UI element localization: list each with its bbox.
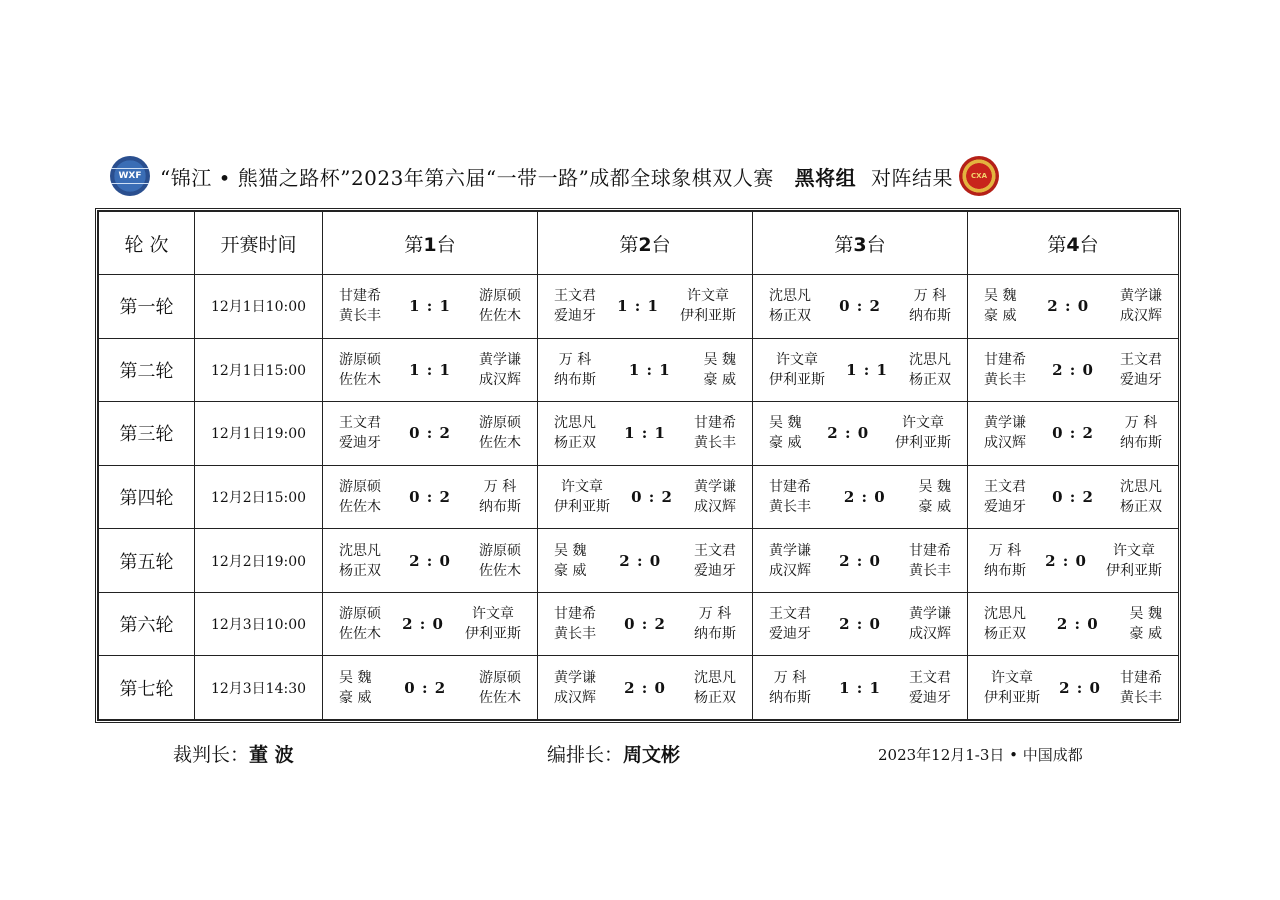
match: [538, 656, 752, 719]
player-name: 许文章: [1112, 542, 1155, 559]
time-cell: 12月2日19:00: [195, 529, 323, 593]
team-a: [984, 541, 1026, 581]
player-name: 豪 威: [984, 308, 1017, 325]
player-name: 伊利亚斯: [554, 498, 610, 515]
board-cell: [753, 529, 968, 593]
player-name: 王文君: [769, 606, 811, 623]
board-cell: [753, 338, 968, 402]
player-name: 成汉辉: [1120, 308, 1162, 325]
match: [753, 593, 967, 656]
match-score: 0 : 2: [404, 678, 447, 697]
team-b: [694, 668, 736, 708]
player-name: 佐佐木: [339, 626, 381, 643]
player-name: 成汉辉: [554, 689, 596, 706]
team-b: [479, 668, 521, 708]
match-score: 0 : 2: [409, 487, 451, 506]
team-a: [769, 286, 811, 326]
match: [968, 402, 1178, 465]
team-b: [1120, 477, 1162, 517]
board-cell: [538, 338, 753, 402]
match-score: 2 : 0: [409, 551, 451, 570]
team-b: [909, 604, 951, 644]
team-b: [465, 604, 521, 644]
player-name: 佐佐木: [479, 689, 521, 706]
player-name: 许文章: [776, 351, 818, 368]
team-b: [694, 604, 736, 644]
match-score: 2 : 0: [1059, 678, 1101, 697]
team-a: [769, 541, 811, 581]
match-score: 2 : 0: [839, 551, 881, 570]
player-name: 王文君: [908, 669, 951, 686]
match-score: 2 : 0: [843, 487, 886, 506]
match-score: 1 : 1: [628, 360, 671, 379]
player-name: 爱迪牙: [339, 435, 381, 452]
team-b: [909, 350, 951, 390]
match: [968, 656, 1178, 719]
player-name: 许文章: [686, 288, 729, 305]
player-name: 万 科: [1124, 415, 1158, 432]
player-name: 沈思凡: [769, 288, 811, 305]
board-cell: [323, 529, 538, 593]
header-board-3: 第3台: [753, 212, 968, 275]
match-score: 2 : 0: [619, 551, 662, 570]
player-name: 游原硕: [479, 669, 521, 686]
player-name: 杨正双: [769, 308, 811, 325]
team-b: [704, 350, 736, 390]
header-board-1: 第1台: [323, 212, 538, 275]
player-name: 游原硕: [478, 542, 521, 559]
player-name: 杨正双: [908, 371, 951, 388]
match: [538, 275, 752, 338]
match: [753, 529, 967, 592]
player-name: 沈思凡: [1119, 478, 1162, 495]
table-row: [99, 275, 1179, 339]
match-score: 1 : 1: [617, 297, 659, 316]
match-score: 2 : 0: [839, 615, 881, 634]
match: [323, 339, 537, 402]
team-a: [984, 477, 1026, 517]
player-name: 沈思凡: [908, 351, 951, 368]
player-name: 豪 威: [703, 371, 736, 388]
board-cell: [323, 592, 538, 656]
player-name: 黄学谦: [478, 351, 521, 368]
player-name: 爱迪牙: [984, 498, 1026, 515]
team-b: [479, 477, 521, 517]
player-name: 黄长丰: [554, 626, 596, 643]
match: [753, 275, 967, 338]
table-row: [99, 529, 1179, 593]
cxa-logo-icon: CXA: [959, 156, 999, 196]
time-cell: 12月3日10:00: [195, 592, 323, 656]
time-cell: 12月1日10:00: [195, 275, 323, 339]
board-cell: [323, 656, 538, 720]
player-name: 许文章: [561, 478, 603, 495]
team-b: [479, 286, 521, 326]
referee: 裁判长：董 波: [173, 744, 294, 766]
title-suffix: 对阵结果: [871, 165, 954, 190]
team-a: [339, 477, 381, 517]
player-name: 佐佐木: [339, 498, 381, 515]
player-name: 黄学谦: [693, 478, 736, 495]
match-score: 1 : 1: [624, 424, 666, 443]
player-name: 爱迪牙: [769, 626, 811, 643]
player-name: 伊利亚斯: [679, 308, 736, 325]
board-cell: [323, 275, 538, 339]
board-cell: [753, 592, 968, 656]
player-name: 万 科: [698, 606, 732, 623]
team-b: [1120, 668, 1162, 708]
team-a: [984, 286, 1016, 326]
player-name: 游原硕: [478, 288, 521, 305]
team-b: [1120, 413, 1162, 453]
player-name: 许文章: [991, 669, 1033, 686]
player-name: 甘建希: [554, 606, 596, 623]
results-table: [98, 211, 1179, 720]
team-a: [984, 668, 1040, 708]
player-name: 黄学谦: [984, 415, 1026, 432]
player-name: 甘建希: [908, 542, 951, 559]
team-a: [339, 286, 381, 326]
board-cell: [323, 465, 538, 529]
team-b: [694, 413, 736, 453]
team-b: [909, 541, 951, 581]
player-name: 沈思凡: [554, 415, 596, 432]
match-score: 0 : 2: [409, 424, 451, 443]
player-name: 游原硕: [339, 606, 381, 623]
player-name: 万 科: [988, 542, 1022, 559]
player-name: 万 科: [483, 478, 517, 495]
match: [968, 593, 1178, 656]
team-a: [554, 541, 586, 581]
arranger: 编排长：周文彬: [547, 744, 681, 766]
match: [323, 593, 537, 656]
team-b: [694, 477, 736, 517]
player-name: 豪 威: [769, 435, 802, 452]
player-name: 游原硕: [339, 478, 381, 495]
team-a: [554, 413, 596, 453]
board-cell: [753, 275, 968, 339]
results-table-frame: [95, 208, 1181, 723]
match-score: 2 : 0: [1045, 551, 1087, 570]
player-name: 成汉辉: [478, 371, 521, 388]
player-name: 黄学谦: [554, 669, 596, 686]
player-name: 黄长丰: [984, 371, 1026, 388]
board-cell: [538, 592, 753, 656]
board-cell: [968, 275, 1179, 339]
match: [538, 529, 752, 592]
player-name: 万 科: [913, 288, 947, 305]
player-name: 黄长丰: [339, 308, 381, 325]
match-score: 1 : 1: [409, 360, 451, 379]
round-cell: 第六轮: [99, 592, 195, 656]
player-name: 万 科: [558, 351, 592, 368]
player-name: 成汉辉: [769, 562, 811, 579]
player-name: 许文章: [471, 606, 514, 623]
player-name: 杨正双: [1119, 498, 1162, 515]
player-name: 黄长丰: [908, 562, 951, 579]
team-a: [984, 350, 1026, 390]
player-name: 万 科: [773, 669, 807, 686]
match-score: 0 : 2: [631, 487, 673, 506]
team-a: [339, 604, 381, 644]
match-score: 1 : 1: [409, 297, 451, 316]
player-name: 甘建希: [769, 478, 811, 495]
player-name: 黄学谦: [769, 542, 811, 559]
player-name: 吴 魏: [918, 478, 951, 495]
match-score: 2 : 0: [1047, 297, 1090, 316]
team-a: [769, 477, 811, 517]
player-name: 沈思凡: [984, 606, 1026, 623]
title-row: [110, 150, 1175, 202]
board-cell: [753, 656, 968, 720]
player-name: 豪 威: [918, 498, 951, 515]
player-name: 纳布斯: [478, 498, 521, 515]
team-a: [554, 604, 596, 644]
player-name: 爱迪牙: [554, 308, 596, 325]
header-round: 轮 次: [99, 212, 195, 275]
team-a: [339, 413, 381, 453]
team-b: [919, 477, 951, 517]
team-a: [339, 668, 371, 708]
team-a: [339, 541, 381, 581]
team-a: [554, 286, 596, 326]
time-cell: 12月2日15:00: [195, 465, 323, 529]
team-b: [1120, 350, 1162, 390]
board-cell: [538, 275, 753, 339]
header-board-2: 第2台: [538, 212, 753, 275]
match: [753, 339, 967, 402]
player-name: 黄长丰: [693, 435, 736, 452]
table-row: [99, 465, 1179, 529]
footer: [0, 740, 1280, 770]
player-name: 吴 魏: [703, 351, 736, 368]
player-name: 纳布斯: [984, 562, 1026, 579]
board-cell: [968, 402, 1179, 466]
board-cell: [968, 529, 1179, 593]
match: [538, 466, 752, 529]
match: [323, 656, 537, 719]
player-name: 黄长丰: [1119, 689, 1162, 706]
title-main: “锦江 • 熊猫之路杯”2023年第六届“一带一路”成都全球象棋双人赛: [160, 165, 774, 190]
player-name: 豪 威: [554, 562, 587, 579]
player-name: 成汉辉: [984, 435, 1026, 452]
header-time: 开赛时间: [195, 212, 323, 275]
match-score: 1 : 1: [839, 678, 881, 697]
round-cell: 第三轮: [99, 402, 195, 466]
player-name: 爱迪牙: [694, 562, 736, 579]
player-name: 爱迪牙: [1119, 371, 1162, 388]
player-name: 吴 魏: [769, 415, 802, 432]
player-name: 伊利亚斯: [984, 689, 1040, 706]
board-cell: [968, 338, 1179, 402]
team-a: [769, 604, 811, 644]
player-name: 佐佐木: [339, 371, 381, 388]
round-cell: 第五轮: [99, 529, 195, 593]
date-place: 2023年12月1-3日 • 中国成都: [878, 746, 1083, 764]
player-name: 佐佐木: [478, 308, 521, 325]
board-cell: [968, 465, 1179, 529]
player-name: 纳布斯: [908, 308, 951, 325]
time-cell: 12月1日19:00: [195, 402, 323, 466]
team-a: [984, 604, 1026, 644]
team-a: [769, 350, 825, 390]
board-cell: [538, 465, 753, 529]
page-title: [160, 162, 953, 191]
team-a: [554, 668, 596, 708]
header-row: [99, 212, 1179, 275]
team-b: [909, 668, 951, 708]
match: [323, 402, 537, 465]
player-name: 吴 魏: [1129, 606, 1162, 623]
team-b: [479, 350, 521, 390]
player-name: 吴 魏: [339, 669, 372, 686]
team-a: [769, 413, 801, 453]
player-name: 许文章: [902, 415, 944, 432]
match: [323, 529, 537, 592]
player-name: 黄学谦: [908, 606, 951, 623]
player-name: 伊利亚斯: [895, 435, 951, 452]
match: [323, 466, 537, 529]
team-a: [984, 413, 1026, 453]
team-b: [1106, 541, 1162, 581]
match-score: 1 : 1: [846, 360, 888, 379]
player-name: 吴 魏: [984, 288, 1017, 305]
player-name: 沈思凡: [339, 542, 381, 559]
team-b: [479, 541, 521, 581]
player-name: 杨正双: [984, 626, 1026, 643]
round-cell: 第七轮: [99, 656, 195, 720]
team-b: [1120, 286, 1162, 326]
player-name: 杨正双: [693, 689, 736, 706]
match: [968, 275, 1178, 338]
board-cell: [968, 656, 1179, 720]
match-score: 0 : 2: [1052, 487, 1094, 506]
player-name: 伊利亚斯: [769, 371, 825, 388]
player-name: 游原硕: [339, 351, 381, 368]
player-name: 王文君: [554, 288, 596, 305]
player-name: 纳布斯: [693, 626, 736, 643]
match: [968, 529, 1178, 592]
team-b: [909, 286, 951, 326]
board-cell: [753, 465, 968, 529]
match: [538, 339, 752, 402]
match-score: 2 : 0: [402, 615, 444, 634]
player-name: 王文君: [1119, 351, 1162, 368]
player-name: 豪 威: [1129, 626, 1162, 643]
match-score: 0 : 2: [839, 297, 881, 316]
player-name: 成汉辉: [693, 498, 736, 515]
board-cell: [968, 592, 1179, 656]
match-score: 2 : 0: [1052, 360, 1094, 379]
match-score: 2 : 0: [1056, 615, 1099, 634]
player-name: 黄学谦: [1120, 288, 1162, 305]
player-name: 王文君: [339, 415, 381, 432]
player-name: 爱迪牙: [908, 689, 951, 706]
player-name: 甘建希: [1119, 669, 1162, 686]
match: [538, 402, 752, 465]
player-name: 甘建希: [693, 415, 736, 432]
team-b: [680, 286, 736, 326]
table-row: [99, 402, 1179, 466]
player-name: 纳布斯: [554, 371, 596, 388]
board-cell: [753, 402, 968, 466]
table-row: [99, 656, 1179, 720]
team-b: [694, 541, 736, 581]
player-name: 豪 威: [339, 689, 372, 706]
player-name: 王文君: [984, 478, 1026, 495]
player-name: 伊利亚斯: [464, 626, 521, 643]
table-row: [99, 592, 1179, 656]
match-score: 0 : 2: [1052, 424, 1094, 443]
time-cell: 12月1日15:00: [195, 338, 323, 402]
player-name: 吴 魏: [554, 542, 587, 559]
team-a: [769, 668, 811, 708]
player-name: 甘建希: [339, 288, 381, 305]
player-name: 游原硕: [478, 415, 521, 432]
player-name: 沈思凡: [693, 669, 736, 686]
player-name: 杨正双: [554, 435, 596, 452]
match: [538, 593, 752, 656]
player-name: 佐佐木: [478, 562, 521, 579]
round-cell: 第四轮: [99, 465, 195, 529]
player-name: 王文君: [694, 542, 736, 559]
player-name: 甘建希: [984, 351, 1026, 368]
match: [968, 339, 1178, 402]
match: [753, 466, 967, 529]
team-a: [554, 350, 596, 390]
player-name: 纳布斯: [1119, 435, 1162, 452]
team-b: [479, 413, 521, 453]
player-name: 成汉辉: [908, 626, 951, 643]
team-a: [554, 477, 610, 517]
player-name: 杨正双: [339, 562, 381, 579]
team-a: [339, 350, 381, 390]
player-name: 佐佐木: [478, 435, 521, 452]
player-name: 黄长丰: [769, 498, 811, 515]
table-row: [99, 338, 1179, 402]
team-b: [895, 413, 951, 453]
match-score: 0 : 2: [624, 615, 666, 634]
round-cell: 第一轮: [99, 275, 195, 339]
match: [753, 402, 967, 465]
player-name: 纳布斯: [769, 689, 811, 706]
match: [968, 466, 1178, 529]
match: [753, 656, 967, 719]
board-cell: [538, 656, 753, 720]
header-board-4: 第4台: [968, 212, 1179, 275]
time-cell: 12月3日14:30: [195, 656, 323, 720]
match-score: 2 : 0: [624, 678, 666, 697]
title-group: 黑将组: [794, 165, 857, 190]
board-cell: [323, 402, 538, 466]
match-score: 2 : 0: [827, 424, 870, 443]
player-name: 伊利亚斯: [1105, 562, 1162, 579]
board-cell: [323, 338, 538, 402]
round-cell: 第二轮: [99, 338, 195, 402]
team-b: [1130, 604, 1162, 644]
wxf-logo-icon: WXF: [110, 156, 150, 196]
board-cell: [538, 402, 753, 466]
match: [323, 275, 537, 338]
board-cell: [538, 529, 753, 593]
